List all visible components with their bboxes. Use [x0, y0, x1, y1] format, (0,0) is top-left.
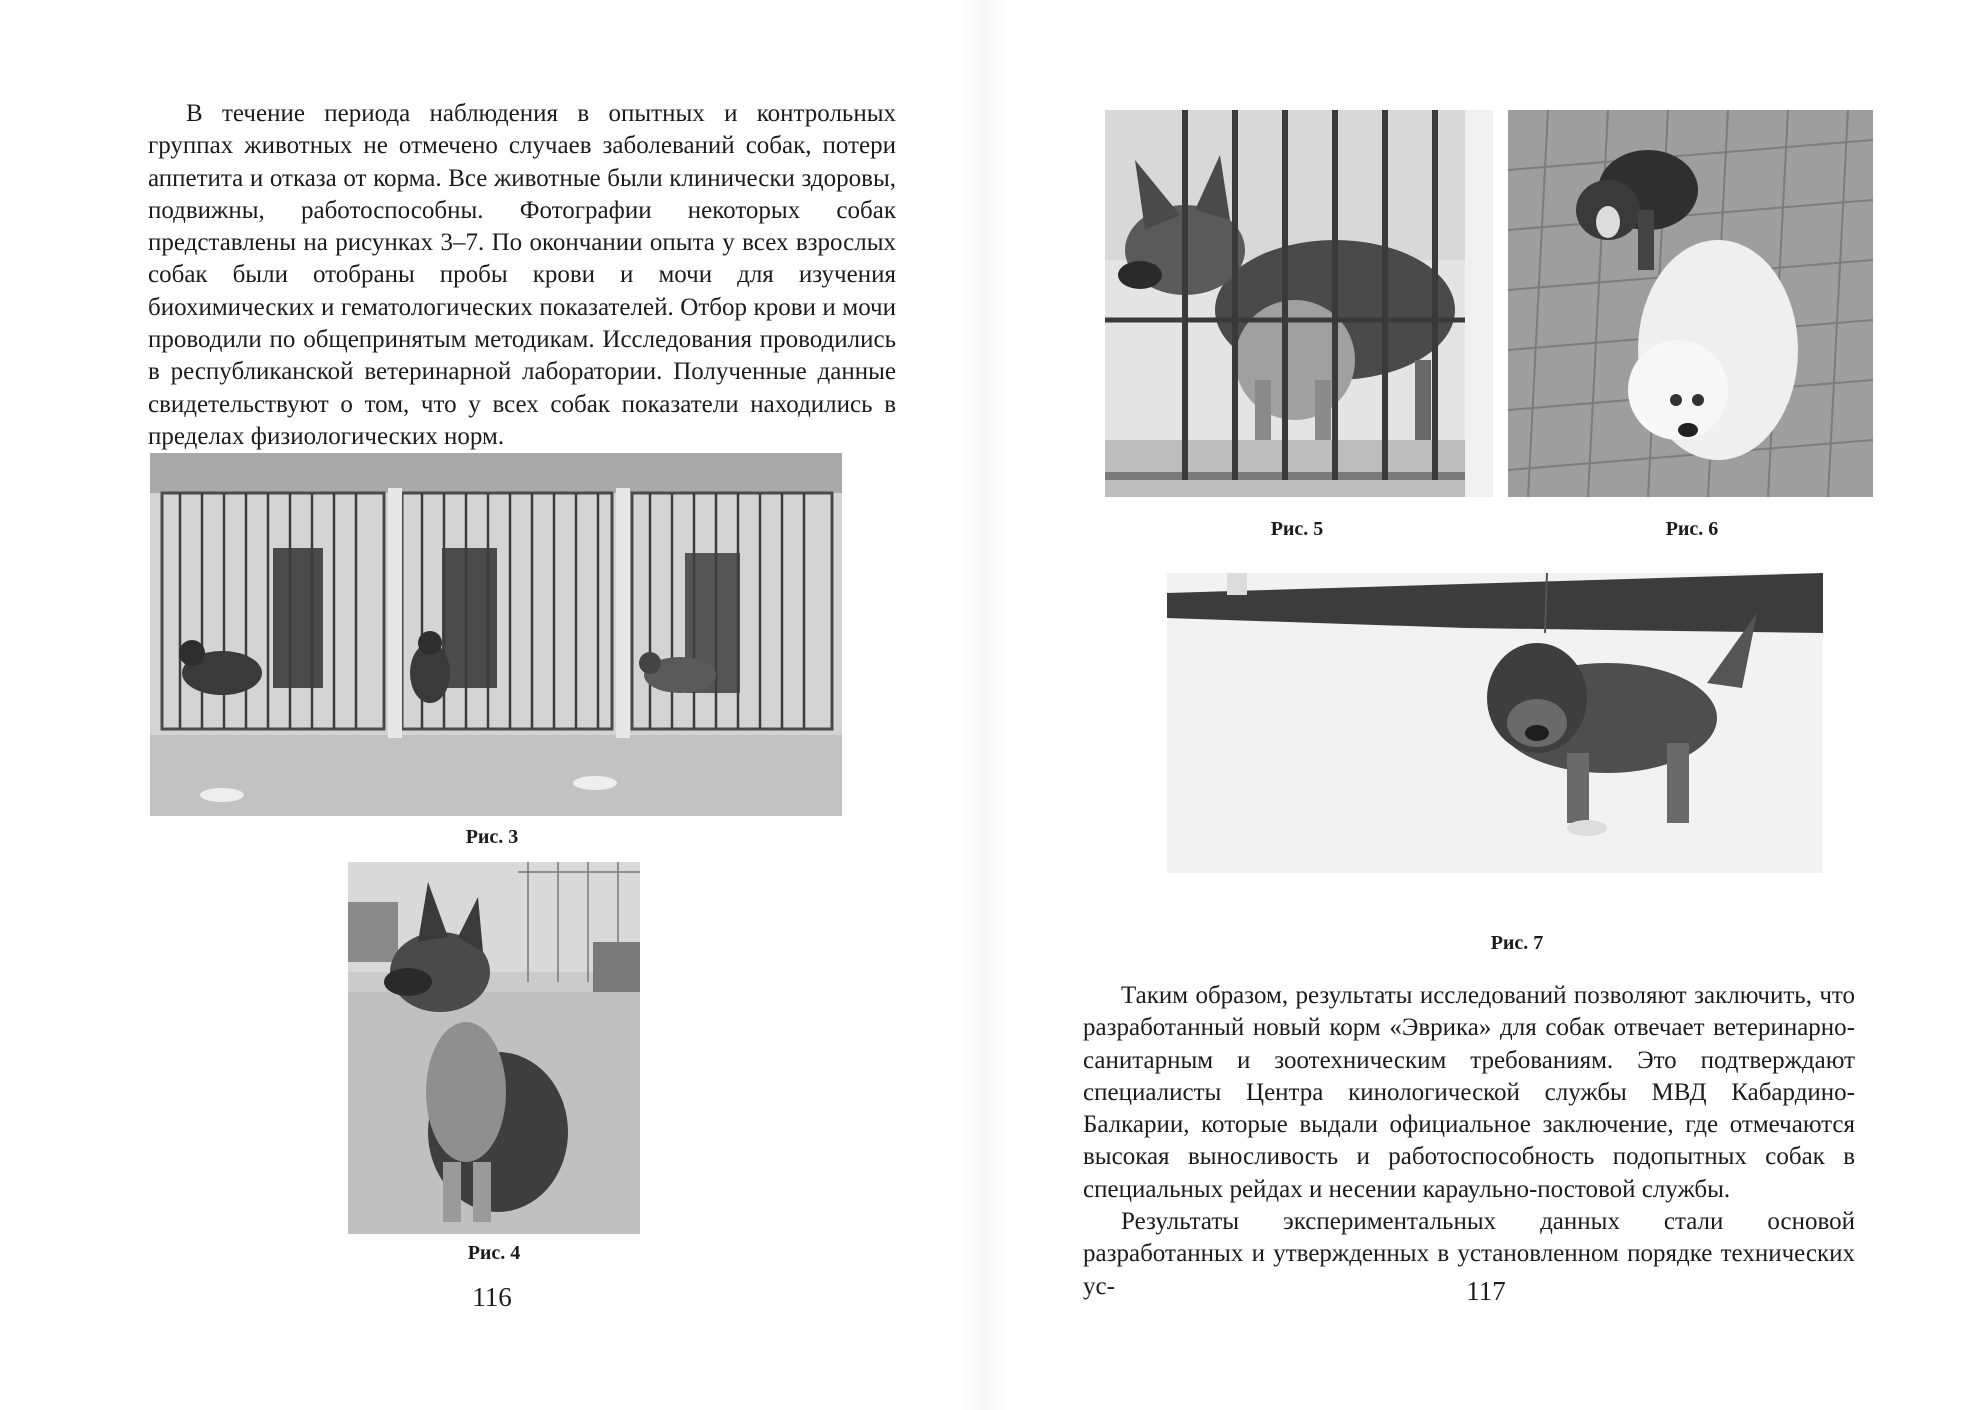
figure-3-caption: Рис. 3	[465, 826, 519, 848]
figure-3-kennels-photo	[150, 453, 842, 816]
right-page-text	[1083, 980, 1855, 1303]
figure-7-caption: Рис. 7	[1490, 932, 1544, 954]
figure-5-caption: Рис. 5	[1270, 518, 1324, 540]
left-page	[0, 0, 984, 1410]
page-number-right: 117	[1466, 1276, 1506, 1306]
figure-5-dog-behind-bars-photo	[1105, 110, 1493, 497]
figure-6-caption: Рис. 6	[1665, 518, 1719, 540]
figure-7-puppy-snow-photo	[1167, 573, 1823, 873]
paragraph: Таким образом, результаты исследований позволяют заключить, что разработанный новый корм «Эврика» для собак отвечает ветеринарно-санитарным и зоотехническим требованиям. Это подтверждают специалисты Центра кинологической службы МВД Кабардино-Балкарии, которые выдали официальное заключение, где отмечаются высокая выносливость и работоспособность подопытных собак в специальных рейдах и несении караульно-постовой службы.	[1083, 982, 1855, 1203]
page-number-left: 116	[472, 1282, 512, 1312]
figure-6-puppies-photo	[1508, 110, 1873, 497]
right-page	[984, 0, 1969, 1410]
paragraph: В течение периода наблюдения в опытных и контрольных группах животных не отмечено случаев заболеваний собак, потери аппетита и отказа от корма. Все животные были клинически здоровы, подвижны, работоспособны. Фотографии некоторых собак представлены на рисунках 3–7. По окончании опыта у всех взрослых собак были отобраны пробы крови и мочи для изучения биохимических и гематологических показателей. Отбор крови и мочи проводили по общепринятым методикам. Исследования проводились в республиканской ветеринарной лаборатории. Полученные данные свидетельствуют о том, что у всех собак показатели находились в пределах физиологических норм.	[148, 100, 896, 450]
paragraph: Результаты экспериментальных данных стали основой разработанных и утвержденных в установленном порядке технических ус-	[1083, 1208, 1855, 1300]
figure-4-caption: Рис. 4	[467, 1242, 521, 1264]
left-page-text	[148, 98, 896, 453]
figure-4-dog-photo	[348, 862, 640, 1234]
